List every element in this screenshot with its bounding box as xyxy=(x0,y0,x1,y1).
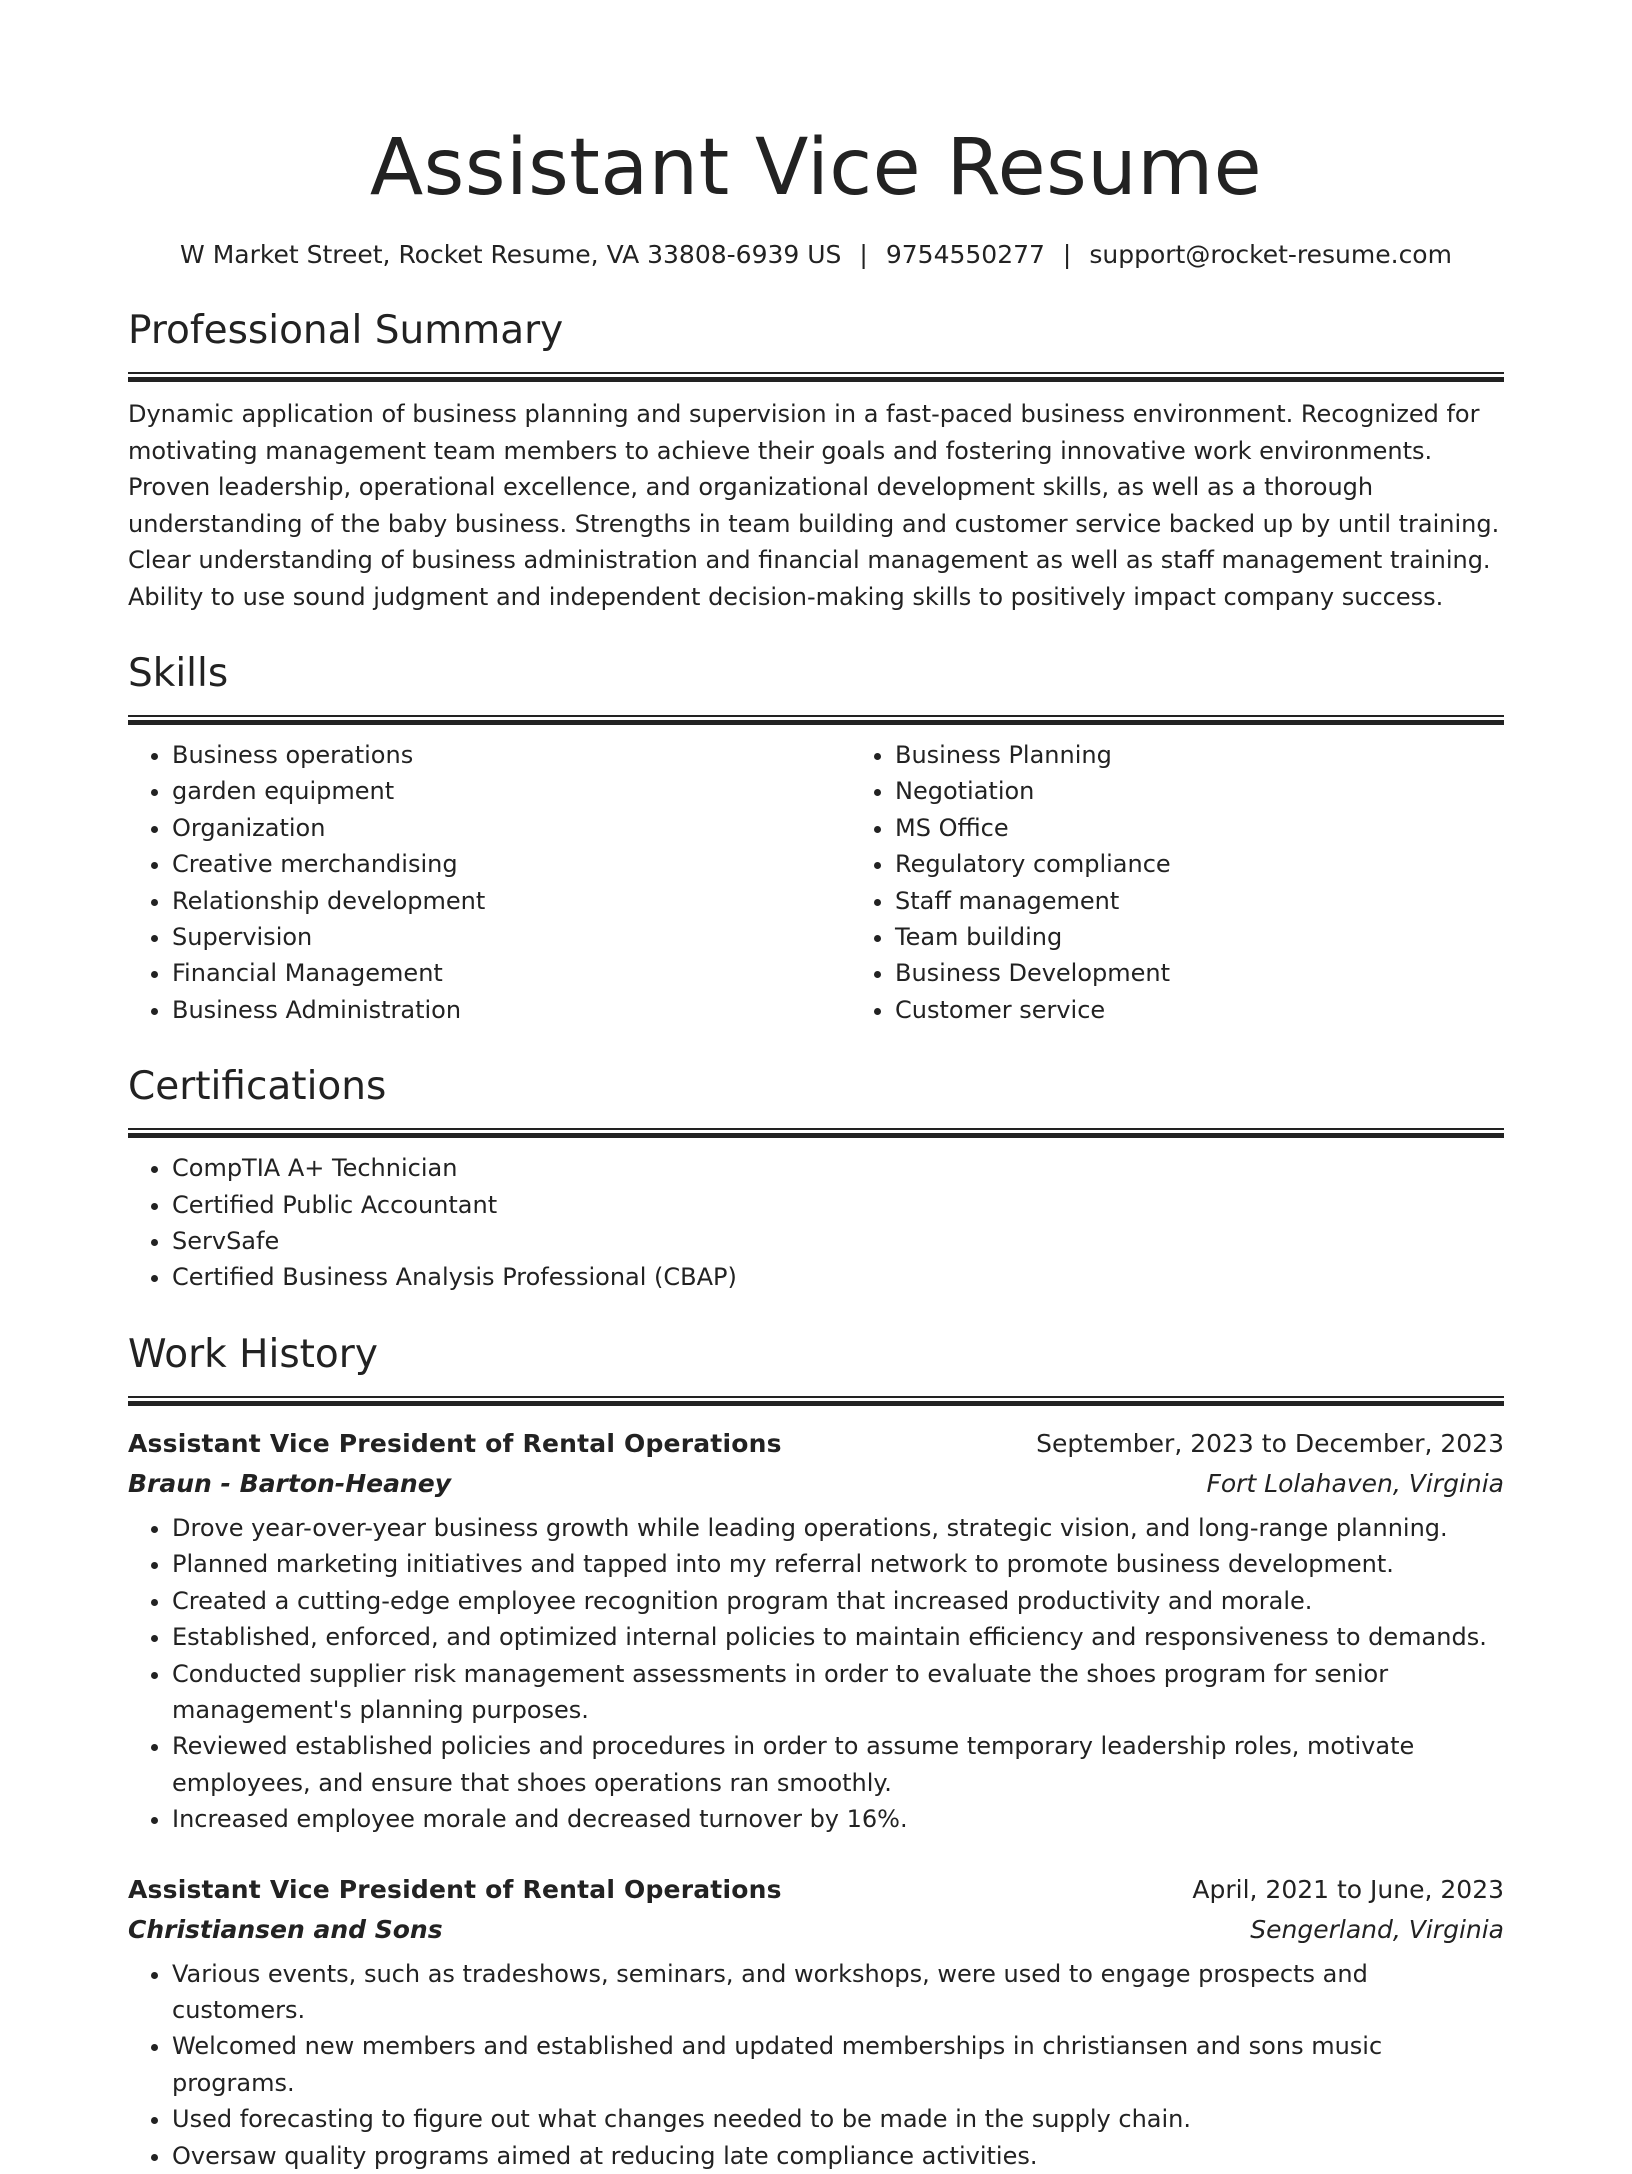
contact-separator: | xyxy=(1062,240,1072,269)
section-heading: Skills xyxy=(128,651,229,696)
list-item: • Certified Public Accountant xyxy=(172,1187,1504,1223)
list-item: • Regulatory compliance xyxy=(895,846,1504,882)
contact-line xyxy=(128,238,1504,272)
list-item: • Established, enforced, and optimized internal policies to maintain efficiency and responsiveness to demands. xyxy=(172,1619,1504,1655)
section-divider xyxy=(128,1396,1504,1406)
list-item: • Supervision xyxy=(172,919,851,955)
job-entry xyxy=(128,1424,1504,1838)
certifications-section xyxy=(128,1064,1504,1296)
summary-section xyxy=(128,308,1504,615)
section-divider xyxy=(128,715,1504,725)
skills-list-left xyxy=(128,737,851,1028)
list-item: • Business Planning xyxy=(895,737,1504,773)
email: support@rocket-resume.com xyxy=(1089,240,1452,269)
job-dates: September, 2023 to December, 2023 xyxy=(1036,1428,1504,1458)
list-item: • Business Development xyxy=(895,955,1504,991)
section-heading: Certifications xyxy=(128,1064,387,1110)
list-item: • Business operations xyxy=(172,737,851,773)
section-heading: Work History xyxy=(128,1331,378,1377)
list-item: • Created a cutting-edge employee recognition program that increased productivity and morale. xyxy=(172,1583,1504,1619)
list-item: • Team building xyxy=(895,919,1504,955)
section-divider xyxy=(128,1128,1504,1138)
list-item: • Negotiation xyxy=(895,773,1504,809)
job-header-row xyxy=(128,1870,1504,1910)
list-item: • Reviewed established policies and procedures in order to assume temporary leadership roles, motivate employees, and ensure that shoes operations ran smoothly. xyxy=(172,1728,1504,1801)
list-item: • Conducted supplier risk management assessments in order to evaluate the shoes program for senior management's planning purposes. xyxy=(172,1656,1504,1729)
list-item: • Staff management xyxy=(895,883,1504,919)
job-title: Assistant Vice President of Rental Operations xyxy=(128,1874,782,1904)
address: W Market Street, Rocket Resume, VA 33808-6939 US xyxy=(180,240,842,269)
job-location: Sengerland, Virginia xyxy=(1250,1914,1504,1944)
list-item: • Drove year-over-year business growth while leading operations, strategic vision, and long-range planning. xyxy=(172,1510,1504,1546)
list-item: • Certified Business Analysis Professional (CBAP) xyxy=(172,1259,1504,1295)
job-title: Assistant Vice President of Rental Operations xyxy=(128,1428,782,1458)
job-bullets xyxy=(128,1956,1504,2174)
section-divider xyxy=(128,372,1504,382)
list-item: • Increased employee morale and decreased turnover by 16%. xyxy=(172,1801,1504,1837)
list-item: • Oversaw quality programs aimed at reducing late compliance activities. xyxy=(172,2138,1504,2174)
list-item: • Organization xyxy=(172,810,851,846)
job-header-row xyxy=(128,1424,1504,1464)
work-history-section xyxy=(128,1332,1504,2174)
list-item: • Financial Management xyxy=(172,955,851,991)
job-company-row xyxy=(128,1910,1504,1950)
phone: 9754550277 xyxy=(885,240,1045,269)
job-bullets xyxy=(128,1510,1504,1838)
list-item: • CompTIA A+ Technician xyxy=(172,1150,1504,1186)
skills-section xyxy=(128,651,1504,1028)
section-heading: Professional Summary xyxy=(128,308,564,353)
list-item: • Creative merchandising xyxy=(172,846,851,882)
skills-columns xyxy=(128,737,1504,1028)
list-item: • Welcomed new members and established and updated memberships in christiansen and sons music programs. xyxy=(172,2028,1504,2101)
job-company-row xyxy=(128,1464,1504,1504)
contact-separator: | xyxy=(859,240,868,269)
list-item: • Customer service xyxy=(895,992,1504,1028)
list-item: • ServSafe xyxy=(172,1223,1504,1259)
job-dates: April, 2021 to June, 2023 xyxy=(1192,1874,1504,1904)
summary-text: Dynamic application of business planning and supervision in a fast-paced business environment. Recognized for motivating management team members to achieve their goals and fostering innovative work environments. Proven leadership, operational excellence, and organizational development skills, as well as a thorough understanding of the baby business. Strengths in team building and customer service backed up by until training. Clear understanding of business administration and financial management as well as staff management training. Ability to use sound judgment and independent decision-making skills to positively impact company success. xyxy=(128,400,1500,611)
resume-title: Assistant Vice Resume xyxy=(369,123,1263,213)
skills-list-right xyxy=(851,737,1504,1028)
job-location: Fort Lolahaven, Virginia xyxy=(1206,1468,1504,1498)
list-item: • Various events, such as tradeshows, seminars, and workshops, were used to engage prospects and customers. xyxy=(172,1956,1504,2029)
list-item: • Planned marketing initiatives and tapped into my referral network to promote business development. xyxy=(172,1546,1504,1582)
certifications-list xyxy=(128,1150,1504,1296)
company-name: Christiansen and Sons xyxy=(128,1914,443,1944)
list-item: • Relationship development xyxy=(172,883,851,919)
list-item: • MS Office xyxy=(895,810,1504,846)
list-item: • Used forecasting to figure out what changes needed to be made in the supply chain. xyxy=(172,2101,1504,2137)
list-item: • garden equipment xyxy=(172,773,851,809)
company-name: Braun - Barton-Heaney xyxy=(128,1468,451,1498)
job-entry xyxy=(128,1870,1504,2174)
list-item: • Business Administration xyxy=(172,992,851,1028)
